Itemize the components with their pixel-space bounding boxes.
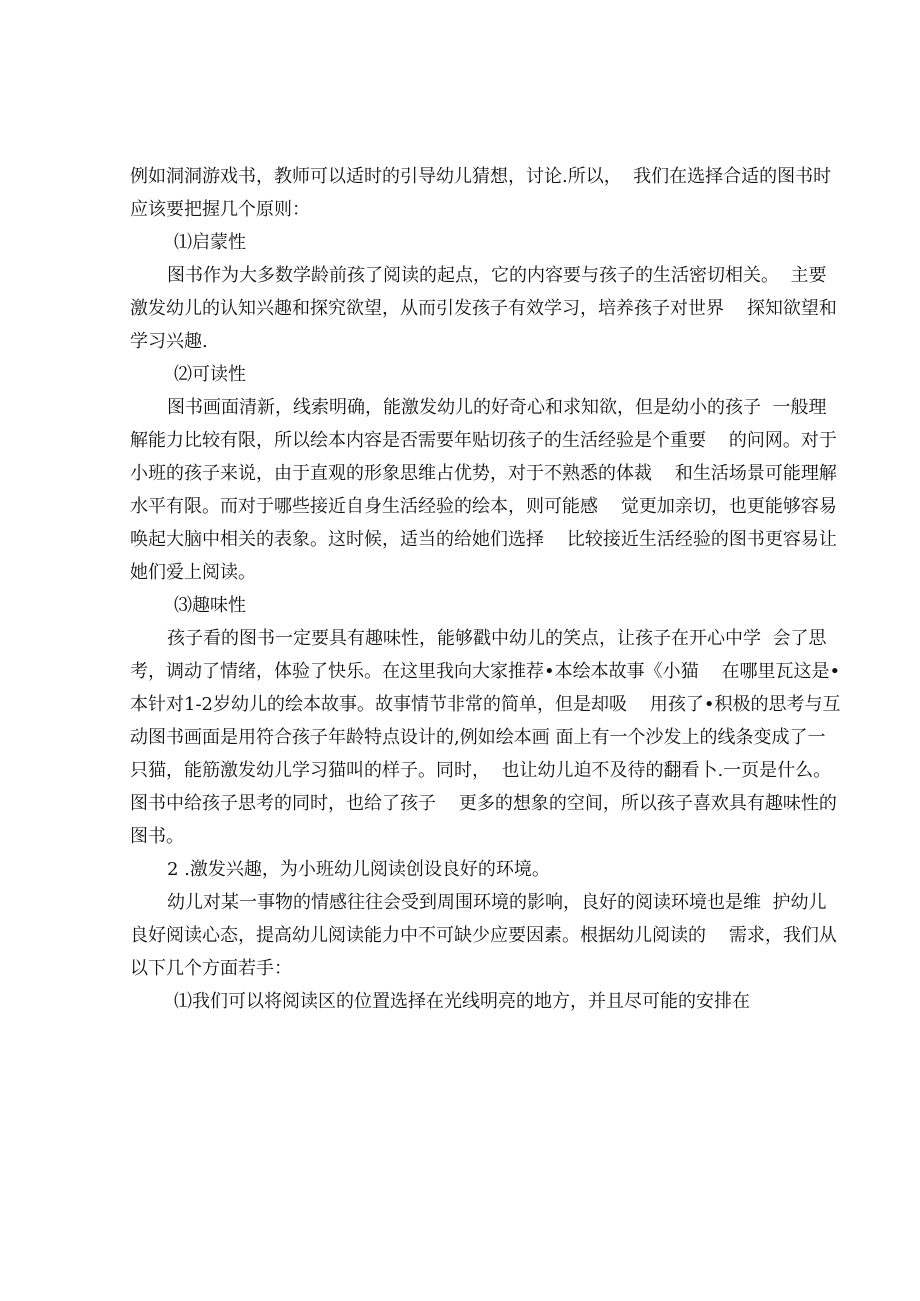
- body-line: 应该要把握几个原则：: [130, 199, 310, 220]
- body-line: 激发幼儿的认知兴趣和探究欲望，从而引发孩子有效学习，培养孩子对世界 探知欲望和: [130, 298, 837, 319]
- paragraph-start: 孩子看的图书一定要具有趣味性，能够戳中幼儿的笑点，让孩子在开心中学 会了思: [167, 628, 827, 649]
- body-line: 解能力比较有限，所以绘本内容是否需要年贴切孩子的生活经验是个重要 的问网。对于: [130, 430, 837, 451]
- section-heading: ⑶趣味性: [174, 595, 246, 616]
- body-line: 考，调动了情绪，体验了快乐。在这里我向大家推荐•本绘本故事《小猫 在哪里瓦这是•: [130, 661, 841, 682]
- body-line: 图书。: [130, 826, 184, 847]
- body-line: 本针对1-2岁幼儿的绘本故事。故事情节非常的简单，但是却吸 用孩了•积极的思考与互: [130, 694, 841, 715]
- paragraph-start: 图书作为大多数学龄前孩了阅读的起点，它的内容要与孩子的生活密切相关。 主要: [167, 265, 827, 286]
- body-line: 以下几个方面若手：: [130, 958, 292, 979]
- body-line: 动图书画面是用符合孩子年龄特点设计的,例如绘本画 面上有一个沙发上的线条变成了一: [130, 727, 826, 748]
- numbered-heading: 2 .激发兴趣，为小班幼儿阅读创设良好的环境。: [167, 859, 550, 880]
- body-line: 唤起大脑中相关的表象。这时候，适当的给她们选择 比较接近生活经验的图书更容易让: [130, 529, 837, 550]
- body-line: 她们爱上阅读。: [130, 562, 256, 583]
- body-line: 例如洞洞游戏书，教师可以适时的引导幼儿猜想，讨论.所以， 我们在选择合适的图书时: [130, 166, 832, 187]
- body-line: 只猫，能筋激发幼儿学习猫叫的样子。同时， 也让幼儿迫不及待的翻看卜.一页是什么。: [130, 760, 832, 781]
- body-line: 图书中给孩子思考的同时，也给了孩子 更多的想象的空间，所以孩子喜欢具有趣味性的: [130, 793, 837, 814]
- paragraph-start: 图书画面清新，线索明确，能激发幼儿的好奇心和求知欲，但是幼小的孩子 一般理: [167, 397, 827, 418]
- list-item: ⑴我们可以将阅读区的位置选择在光线明亮的地方，并且尽可能的安排在: [174, 991, 750, 1012]
- section-heading: ⑴启蒙性: [174, 232, 246, 253]
- body-line: 学习兴趣.: [130, 331, 208, 352]
- paragraph-start: 幼儿对某一事物的情感往往会受到周围环境的影响，良好的阅读环境也是维 护幼儿: [167, 892, 827, 913]
- body-line: 水平有限。而对于哪些接近自身生活经验的绘本，则可能感 觉更加亲切，也更能够容易: [130, 496, 837, 517]
- document-page: [130, 160, 841, 1018]
- body-line: 小班的孩子来说，由于直观的形象思维占优势，对于不熟悉的体裁 和生活场景可能理解: [130, 463, 837, 484]
- section-heading: ⑵可读性: [174, 364, 246, 385]
- body-line: 良好阅读心态，提高幼儿阅读能力中不可缺少应要因素。根据幼儿阅读的 需求，我们从: [130, 925, 837, 946]
